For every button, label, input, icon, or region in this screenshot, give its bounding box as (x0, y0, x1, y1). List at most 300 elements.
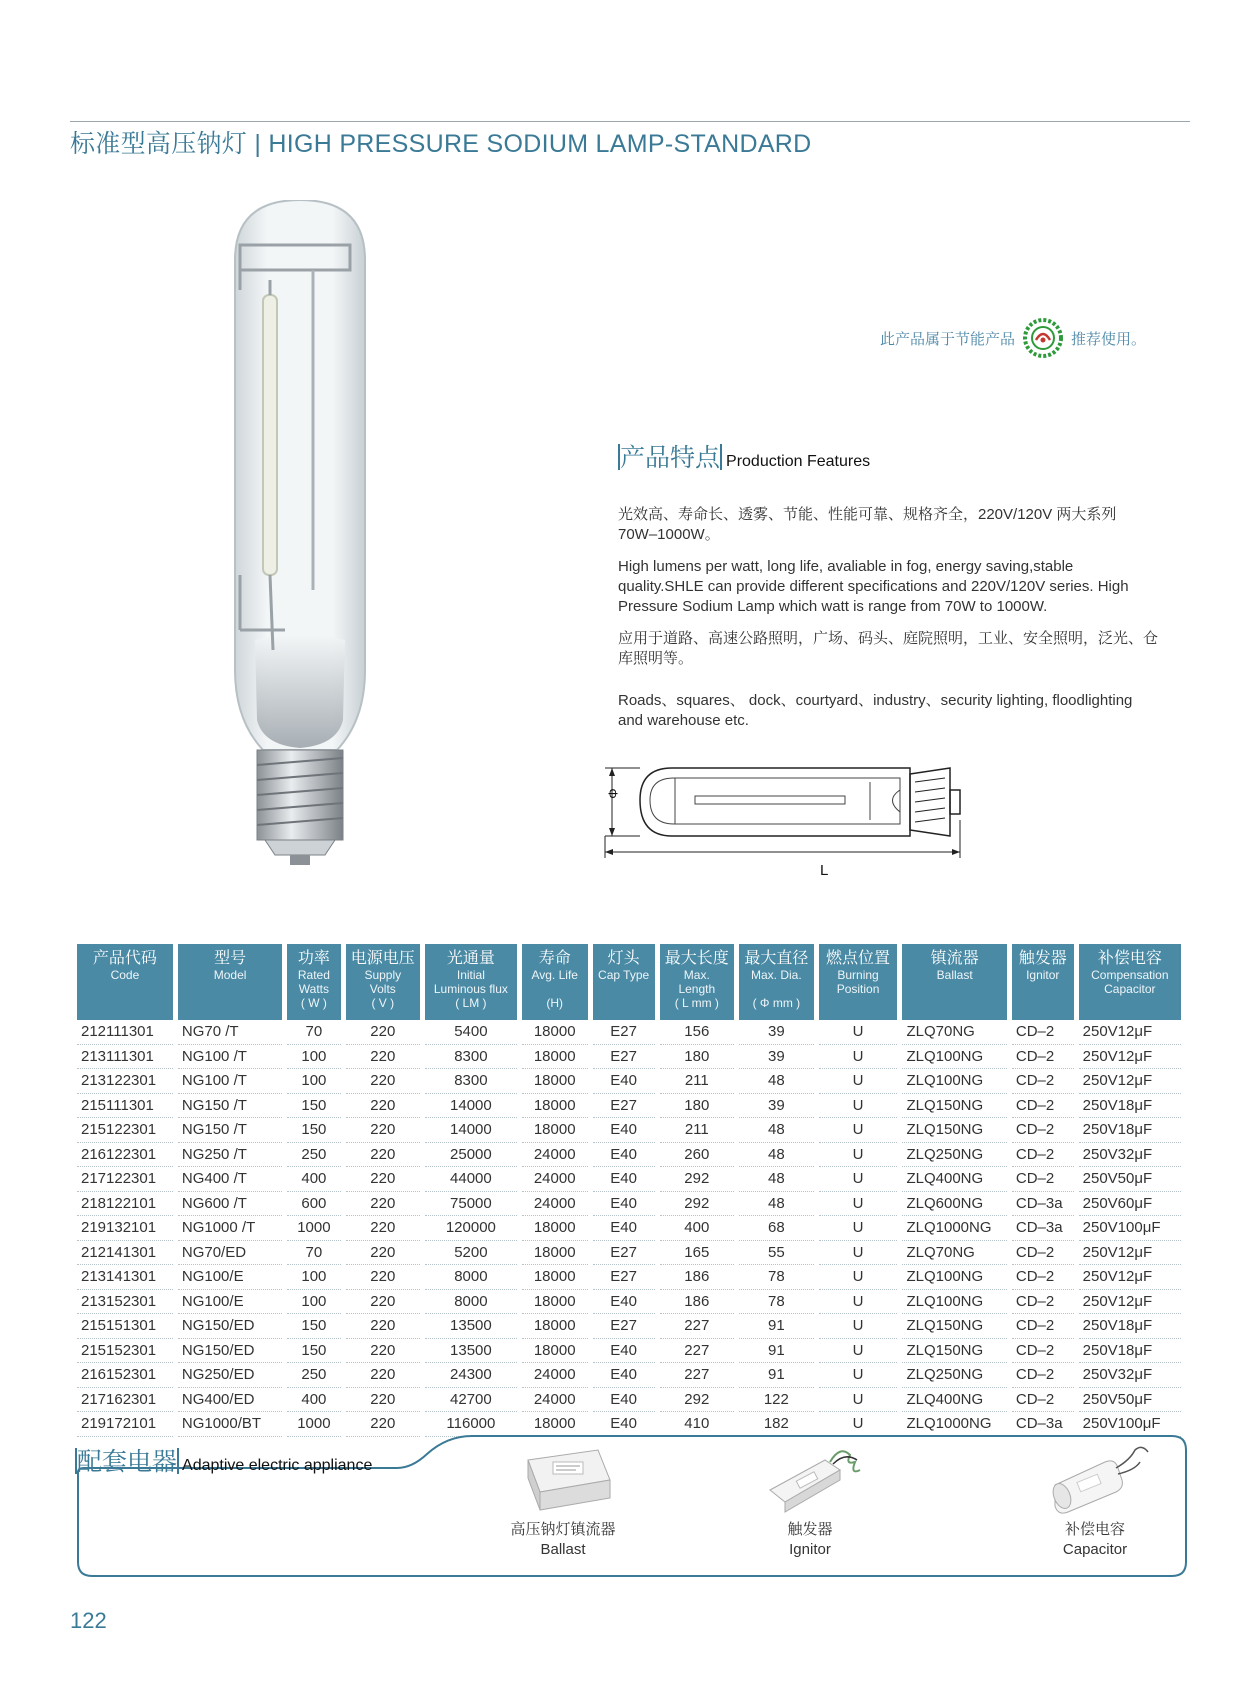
table-cell: 91 (739, 1363, 814, 1388)
column-header-en: (H) (546, 996, 564, 1010)
table-cell: 250V12μF (1079, 1241, 1181, 1266)
table-cell: U (819, 1314, 898, 1339)
table-cell: 156 (660, 1020, 735, 1045)
dimension-drawing (600, 760, 1020, 885)
table-cell: 24000 (522, 1363, 588, 1388)
table-cell: 219172101 (77, 1412, 173, 1437)
table-cell: 14000 (425, 1094, 517, 1119)
features-zh-1: 光效高、寿命长、透雾、节能、性能可靠、规格齐全，220V/120V 两大系列 70W–1000W。 (618, 506, 1117, 543)
table-cell: 122 (739, 1388, 814, 1413)
table-cell: 292 (660, 1192, 735, 1217)
table-cell: ZLQ600NG (902, 1192, 1006, 1217)
table-cell: 68 (739, 1216, 814, 1241)
column-header-zh: 最大长度 (664, 950, 729, 967)
appliance-capacitor (1025, 1440, 1165, 1560)
table-cell: E40 (593, 1339, 655, 1364)
table-cell: NG150/ED (178, 1339, 282, 1364)
table-cell: 211 (660, 1118, 735, 1143)
table-cell: 14000 (425, 1118, 517, 1143)
table-cell: 250 (287, 1143, 340, 1168)
table-cell: 212111301 (77, 1020, 173, 1045)
table-cell: ZLQ150NG (902, 1094, 1006, 1119)
column-header (346, 944, 421, 1020)
column-header-en: ( LM ) (455, 996, 487, 1010)
table-cell: 250V32μF (1079, 1143, 1181, 1168)
table-cell: CD–2 (1012, 1094, 1074, 1119)
table-cell: NG600 /T (178, 1192, 282, 1217)
table-cell: 220 (346, 1339, 421, 1364)
table-cell: NG70 /T (178, 1020, 282, 1045)
table-cell: CD–2 (1012, 1143, 1074, 1168)
heading-bar (720, 444, 722, 470)
table-cell: NG250/ED (178, 1363, 282, 1388)
column-header-en: Cap Type (598, 968, 650, 982)
table-cell: 250V32μF (1079, 1363, 1181, 1388)
spec-table (72, 944, 1186, 1437)
ballast-icon (498, 1440, 628, 1520)
energy-note-text-after: 推荐使用。 (1071, 330, 1147, 348)
table-cell: 55 (739, 1241, 814, 1266)
table-cell: E40 (593, 1363, 655, 1388)
table-cell: 150 (287, 1314, 340, 1339)
table-cell: 75000 (425, 1192, 517, 1217)
table-cell: 220 (346, 1290, 421, 1315)
table-cell: 215122301 (77, 1118, 173, 1143)
table-cell: 48 (739, 1143, 814, 1168)
column-header (739, 944, 814, 1020)
header-row (77, 944, 1181, 1020)
table-cell: 18000 (522, 1314, 588, 1339)
table-cell: 400 (287, 1388, 340, 1413)
table-cell: 215111301 (77, 1094, 173, 1119)
spec-table-body (77, 1020, 1181, 1437)
table-cell: CD–3a (1012, 1412, 1074, 1437)
column-header-en: Compensation (1091, 968, 1169, 982)
table-cell: NG100 /T (178, 1069, 282, 1094)
table-cell: E40 (593, 1143, 655, 1168)
table-cell: CD–2 (1012, 1388, 1074, 1413)
table-cell: 220 (346, 1118, 421, 1143)
table-row (77, 1290, 1181, 1315)
table-cell: 180 (660, 1045, 735, 1070)
table-cell: E40 (593, 1069, 655, 1094)
table-row (77, 1020, 1181, 1045)
features-zh-2: 应用于道路、高速公路照明，广场、码头、庭院照明，工业、安全照明，泛光、仓库照明等。 (618, 630, 1159, 667)
table-cell: 220 (346, 1069, 421, 1094)
table-cell: E27 (593, 1314, 655, 1339)
energy-saving-note (880, 318, 1146, 358)
table-row (77, 1314, 1181, 1339)
column-header (77, 944, 173, 1020)
table-cell: 220 (346, 1216, 421, 1241)
column-header-zh: 燃点位置 (826, 950, 891, 967)
table-row (77, 1094, 1181, 1119)
table-cell: 220 (346, 1241, 421, 1266)
table-cell: 165 (660, 1241, 735, 1266)
appliance-capacitor-zh: 补偿电容 (1064, 1521, 1125, 1538)
table-cell: E40 (593, 1412, 655, 1437)
appliance-capacitor-en: Capacitor (1062, 1541, 1128, 1558)
table-cell: 211 (660, 1069, 735, 1094)
table-cell: 220 (346, 1094, 421, 1119)
column-header-zh: 功率 (297, 950, 330, 967)
top-rule (70, 121, 1190, 122)
table-cell: 5400 (425, 1020, 517, 1045)
table-cell: CD–2 (1012, 1290, 1074, 1315)
table-cell: U (819, 1216, 898, 1241)
column-header-en (740, 982, 813, 996)
table-cell: 213141301 (77, 1265, 173, 1290)
table-cell: 180 (660, 1094, 735, 1119)
table-cell: 1000 (287, 1412, 340, 1437)
table-cell: 219132101 (77, 1216, 173, 1241)
appliance-ignitor-zh: 触发器 (787, 1521, 833, 1538)
table-cell: E27 (593, 1241, 655, 1266)
column-header-en: Max. (683, 968, 710, 982)
table-cell: 250V12μF (1079, 1069, 1181, 1094)
table-cell: E40 (593, 1118, 655, 1143)
column-header-zh: 电源电压 (350, 950, 415, 967)
table-cell: 220 (346, 1314, 421, 1339)
features-heading-zh: 产品特点 (620, 444, 721, 472)
table-cell: 5200 (425, 1241, 517, 1266)
table-cell: NG150 /T (178, 1094, 282, 1119)
table-cell: 18000 (522, 1216, 588, 1241)
table-cell: NG1000 /T (178, 1216, 282, 1241)
column-header-zh: 镇流器 (930, 950, 979, 967)
table-cell: 213111301 (77, 1045, 173, 1070)
table-cell: 250V18μF (1079, 1314, 1181, 1339)
features-heading (618, 438, 870, 474)
table-cell: 24300 (425, 1363, 517, 1388)
table-cell: E27 (593, 1020, 655, 1045)
table-cell: 250V12μF (1079, 1265, 1181, 1290)
table-cell: 100 (287, 1290, 340, 1315)
heading-bar (177, 1448, 179, 1474)
table-cell: 250V60μF (1079, 1192, 1181, 1217)
table-cell: E27 (593, 1265, 655, 1290)
column-header (819, 944, 898, 1020)
column-header-en: Length (678, 982, 716, 996)
table-cell: 25000 (425, 1143, 517, 1168)
appliance-ballast (488, 1440, 638, 1560)
table-cell: E40 (593, 1167, 655, 1192)
page-title: 标准型高压钠灯 | HIGH PRESSURE SODIUM LAMP-STANDARD (70, 130, 812, 158)
table-cell: ZLQ250NG (902, 1143, 1006, 1168)
table-cell: 18000 (522, 1069, 588, 1094)
table-cell: NG70/ED (178, 1241, 282, 1266)
column-header (178, 944, 282, 1020)
table-cell: 217122301 (77, 1167, 173, 1192)
table-cell: U (819, 1363, 898, 1388)
table-cell: 186 (660, 1265, 735, 1290)
table-cell: 48 (739, 1069, 814, 1094)
table-cell: NG100 /T (178, 1045, 282, 1070)
table-cell: CD–2 (1012, 1118, 1074, 1143)
table-cell: 220 (346, 1143, 421, 1168)
column-header-zh: 触发器 (1018, 950, 1067, 967)
table-cell: 186 (660, 1290, 735, 1315)
table-cell: 150 (287, 1118, 340, 1143)
table-cell: 227 (660, 1314, 735, 1339)
table-cell: 250V100μF (1079, 1412, 1181, 1437)
features-text (618, 505, 1158, 743)
column-header-en: Capacitor (1104, 982, 1156, 996)
ignitor-icon (745, 1440, 875, 1520)
table-cell: NG150 /T (178, 1118, 282, 1143)
column-header-en: Max. Dia. (751, 968, 802, 982)
table-cell: 150 (287, 1094, 340, 1119)
table-cell: 24000 (522, 1167, 588, 1192)
table-cell: ZLQ100NG (902, 1290, 1006, 1315)
table-cell: NG400 /T (178, 1167, 282, 1192)
table-cell: 18000 (522, 1118, 588, 1143)
table-cell: 18000 (522, 1265, 588, 1290)
table-cell: CD–2 (1012, 1314, 1074, 1339)
column-header-en: Burning (837, 968, 879, 982)
column-header-en: Supply (364, 968, 402, 982)
column-header (287, 944, 340, 1020)
table-cell: 70 (287, 1020, 340, 1045)
table-cell: NG150/ED (178, 1314, 282, 1339)
appliance-heading-zh: 配套电器 (77, 1448, 178, 1476)
table-row (77, 1167, 1181, 1192)
table-cell: 220 (346, 1412, 421, 1437)
table-cell: 400 (287, 1167, 340, 1192)
table-cell: 250V18μF (1079, 1094, 1181, 1119)
table-cell: E40 (593, 1388, 655, 1413)
table-row (77, 1192, 1181, 1217)
table-cell: ZLQ100NG (902, 1045, 1006, 1070)
table-cell: 24000 (522, 1143, 588, 1168)
table-cell: U (819, 1339, 898, 1364)
table-cell: NG100/E (178, 1265, 282, 1290)
column-header-zh: 产品代码 (92, 950, 157, 967)
table-cell: 78 (739, 1265, 814, 1290)
table-cell: 250V50μF (1079, 1388, 1181, 1413)
dimension-length-label: L (820, 862, 829, 879)
column-header (425, 944, 517, 1020)
column-header-en: Avg. Life (531, 968, 578, 982)
table-cell: NG100/E (178, 1290, 282, 1315)
column-header-zh: 最大直径 (744, 950, 809, 967)
table-row (77, 1216, 1181, 1241)
table-row (77, 1265, 1181, 1290)
column-header-zh: 光通量 (446, 950, 495, 967)
table-cell: 18000 (522, 1339, 588, 1364)
table-cell: 100 (287, 1069, 340, 1094)
table-cell: 8000 (425, 1290, 517, 1315)
table-cell: U (819, 1265, 898, 1290)
table-cell: ZLQ100NG (902, 1265, 1006, 1290)
table-cell: ZLQ150NG (902, 1314, 1006, 1339)
table-cell: U (819, 1192, 898, 1217)
table-cell: U (819, 1118, 898, 1143)
energy-saving-certification-icon (1023, 318, 1063, 358)
table-cell: 217162301 (77, 1388, 173, 1413)
table-cell: 220 (346, 1388, 421, 1413)
column-header-en: ( W ) (300, 996, 327, 1010)
table-cell: 250V18μF (1079, 1118, 1181, 1143)
table-cell: 250V50μF (1079, 1167, 1181, 1192)
table-cell: 39 (739, 1020, 814, 1045)
table-cell: NG250 /T (178, 1143, 282, 1168)
column-header-en: ( L mm ) (674, 996, 719, 1010)
table-cell: 212141301 (77, 1241, 173, 1266)
table-cell: 150 (287, 1339, 340, 1364)
table-cell: 1000 (287, 1216, 340, 1241)
table-row (77, 1045, 1181, 1070)
table-cell: 600 (287, 1192, 340, 1217)
table-cell: 116000 (425, 1412, 517, 1437)
table-cell: NG1000/BT (178, 1412, 282, 1437)
column-header-en: Initial (456, 968, 485, 982)
table-cell: 216152301 (77, 1363, 173, 1388)
table-cell: 220 (346, 1265, 421, 1290)
table-cell: E27 (593, 1045, 655, 1070)
table-cell: 182 (739, 1412, 814, 1437)
table-cell: 13500 (425, 1339, 517, 1364)
table-cell: U (819, 1020, 898, 1045)
table-cell: CD–2 (1012, 1167, 1074, 1192)
column-header-en: ( V ) (371, 996, 395, 1010)
table-cell: U (819, 1045, 898, 1070)
spec-table-header (77, 944, 1181, 1020)
table-cell: 250V12μF (1079, 1045, 1181, 1070)
table-cell: 227 (660, 1363, 735, 1388)
column-header-en: Watts (298, 982, 329, 996)
appliance-ignitor (745, 1440, 875, 1560)
table-cell: 24000 (522, 1388, 588, 1413)
table-cell: ZLQ70NG (902, 1020, 1006, 1045)
column-header-en: Rated (297, 968, 330, 982)
column-header-en (523, 982, 587, 996)
column-header-en: Position (836, 982, 880, 996)
table-cell: E40 (593, 1216, 655, 1241)
table-cell: U (819, 1388, 898, 1413)
column-header-en: Luminous flux (433, 982, 508, 996)
table-cell: 8300 (425, 1045, 517, 1070)
table-cell: CD–3a (1012, 1216, 1074, 1241)
table-cell: 292 (660, 1167, 735, 1192)
table-cell: CD–2 (1012, 1339, 1074, 1364)
column-header-en: Model (213, 968, 247, 982)
table-cell: 42700 (425, 1388, 517, 1413)
column-header (660, 944, 735, 1020)
table-cell: ZLQ1000NG (902, 1216, 1006, 1241)
column-header-en: Ignitor (1026, 968, 1060, 982)
table-cell: 220 (346, 1167, 421, 1192)
table-cell: 400 (660, 1216, 735, 1241)
table-cell: NG400/ED (178, 1388, 282, 1413)
table-cell: CD–2 (1012, 1069, 1074, 1094)
table-cell: 100 (287, 1045, 340, 1070)
table-cell: 13500 (425, 1314, 517, 1339)
table-cell: 91 (739, 1314, 814, 1339)
table-cell: ZLQ400NG (902, 1167, 1006, 1192)
table-cell: ZLQ1000NG (902, 1412, 1006, 1437)
table-cell: 18000 (522, 1045, 588, 1070)
table-row (77, 1363, 1181, 1388)
table-cell: 227 (660, 1339, 735, 1364)
table-cell: 8300 (425, 1069, 517, 1094)
dimension-diameter-label: Φ (605, 788, 621, 799)
table-cell: 39 (739, 1094, 814, 1119)
table-cell: 250V18μF (1079, 1339, 1181, 1364)
column-header-zh: 灯头 (607, 950, 640, 967)
table-cell: U (819, 1094, 898, 1119)
column-header (902, 944, 1006, 1020)
table-cell: U (819, 1143, 898, 1168)
table-cell: 215152301 (77, 1339, 173, 1364)
table-cell: CD–2 (1012, 1241, 1074, 1266)
table-cell: 48 (739, 1192, 814, 1217)
column-header-en: ( Φ mm ) (752, 996, 801, 1010)
table-cell: 220 (346, 1045, 421, 1070)
lamp-photo (225, 200, 375, 920)
table-cell: CD–2 (1012, 1265, 1074, 1290)
table-cell: E40 (593, 1290, 655, 1315)
table-cell: 48 (739, 1167, 814, 1192)
table-cell: 48 (739, 1118, 814, 1143)
table-cell: 18000 (522, 1094, 588, 1119)
table-cell: CD–2 (1012, 1020, 1074, 1045)
energy-note-text-before: 此产品属于节能产品 (880, 330, 1016, 348)
table-cell: 70 (287, 1241, 340, 1266)
column-header (593, 944, 655, 1020)
table-cell: 8000 (425, 1265, 517, 1290)
table-cell: CD–2 (1012, 1045, 1074, 1070)
appliance-heading (75, 1442, 372, 1478)
column-header-en: Volts (369, 982, 396, 996)
table-cell: 410 (660, 1412, 735, 1437)
table-cell: 18000 (522, 1020, 588, 1045)
table-cell: 24000 (522, 1192, 588, 1217)
table-cell: 215151301 (77, 1314, 173, 1339)
capacitor-icon (1030, 1440, 1160, 1520)
table-cell: 44000 (425, 1167, 517, 1192)
table-cell: 216122301 (77, 1143, 173, 1168)
appliance-ignitor-en: Ignitor (789, 1541, 831, 1558)
column-header-zh: 补偿电容 (1097, 950, 1162, 967)
table-cell: 100 (287, 1265, 340, 1290)
table-cell: 18000 (522, 1290, 588, 1315)
table-cell: ZLQ400NG (902, 1388, 1006, 1413)
table-cell: 250V12μF (1079, 1020, 1181, 1045)
table-cell: ZLQ150NG (902, 1118, 1006, 1143)
table-cell: 120000 (425, 1216, 517, 1241)
column-header (1012, 944, 1074, 1020)
table-row (77, 1388, 1181, 1413)
column-header-zh: 寿命 (538, 950, 571, 967)
table-cell: 39 (739, 1045, 814, 1070)
table-cell: U (819, 1241, 898, 1266)
table-cell: ZLQ250NG (902, 1363, 1006, 1388)
table-row (77, 1241, 1181, 1266)
appliance-ballast-en: Ballast (540, 1541, 586, 1558)
table-cell: 250V100μF (1079, 1216, 1181, 1241)
column-header-en: Ballast (936, 968, 973, 982)
features-heading-en: Production Features (726, 453, 871, 470)
table-cell: CD–2 (1012, 1363, 1074, 1388)
table-cell: ZLQ100NG (902, 1069, 1006, 1094)
table-cell: 220 (346, 1020, 421, 1045)
features-en-2: Roads、squares、 dock、courtyard、industry、security lighting, floodlighting and warehouse etc. (618, 692, 1133, 729)
table-cell: U (819, 1167, 898, 1192)
table-cell: ZLQ150NG (902, 1339, 1006, 1364)
table-cell: 260 (660, 1143, 735, 1168)
table-row (77, 1069, 1181, 1094)
